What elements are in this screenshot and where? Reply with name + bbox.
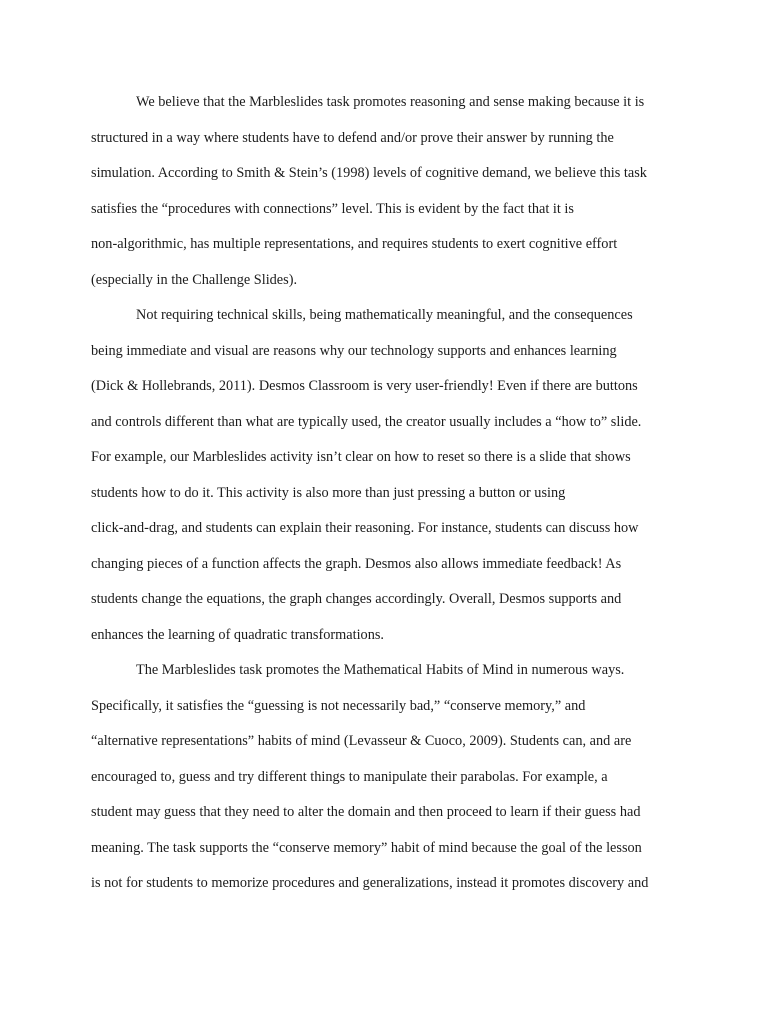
text-line: enhances the learning of quadratic transformations. — [91, 626, 384, 643]
text-line: structured in a way where students have to defend and/or prove their answer by running the — [91, 129, 614, 146]
text-line: The Marbleslides task promotes the Mathematical Habits of Mind in numerous ways. — [136, 662, 625, 678]
text-line: students change the equations, the graph changes accordingly. Overall, Desmos supports and — [91, 591, 622, 607]
text-line: For example, our Marbleslides activity isn’t clear on how to reset so there is a slide that shows — [91, 449, 631, 465]
paragraph-3 — [91, 658, 683, 907]
text-line: is not for students to memorize procedures and generalizations, instead it promotes discovery and — [91, 875, 649, 891]
text-line: (especially in the Challenge Slides). — [91, 271, 298, 288]
paragraph-2 — [91, 303, 683, 658]
text-line: satisfies the “procedures with connections” level. This is evident by the fact that it is — [91, 200, 574, 217]
text-line: click-and-drag, and students can explain their reasoning. For instance, students can discuss how — [91, 520, 639, 536]
text-line: simulation. According to Smith & Stein’s (1998) levels of cognitive demand, we believe this task — [91, 165, 647, 181]
text-line: We believe that the Marbleslides task promotes reasoning and sense making because it is — [136, 94, 645, 110]
text-line: student may guess that they need to alter the domain and then proceed to learn if their guess had — [91, 804, 641, 820]
text-line: and controls different than what are typically used, the creator usually includes a “how to” slide. — [91, 413, 642, 430]
document-body — [91, 90, 683, 907]
text-line: encouraged to, guess and try different things to manipulate their parabolas. For example, a — [91, 768, 608, 785]
text-line: Specifically, it satisfies the “guessing is not necessarily bad,” “conserve memory,” and — [91, 697, 586, 714]
paragraph-1 — [91, 90, 683, 303]
text-line: being immediate and visual are reasons why our technology supports and enhances learning — [91, 342, 617, 359]
text-line: students how to do it. This activity is also more than just pressing a button or using — [91, 484, 566, 501]
text-line: meaning. The task supports the “conserve memory” habit of mind because the goal of the lesson — [91, 839, 642, 856]
text-line: Not requiring technical skills, being mathematically meaningful, and the consequences — [136, 307, 633, 323]
text-line: “alternative representations” habits of mind (Levasseur & Cuoco, 2009). Students can, and are — [91, 733, 632, 749]
text-line: non-algorithmic, has multiple representations, and requires students to exert cognitive effort — [91, 236, 618, 252]
text-line: (Dick & Hollebrands, 2011). Desmos Classroom is very user-friendly! Even if there are buttons — [91, 378, 638, 394]
text-line: changing pieces of a function affects the graph. Desmos also allows immediate feedback! As — [91, 555, 622, 572]
